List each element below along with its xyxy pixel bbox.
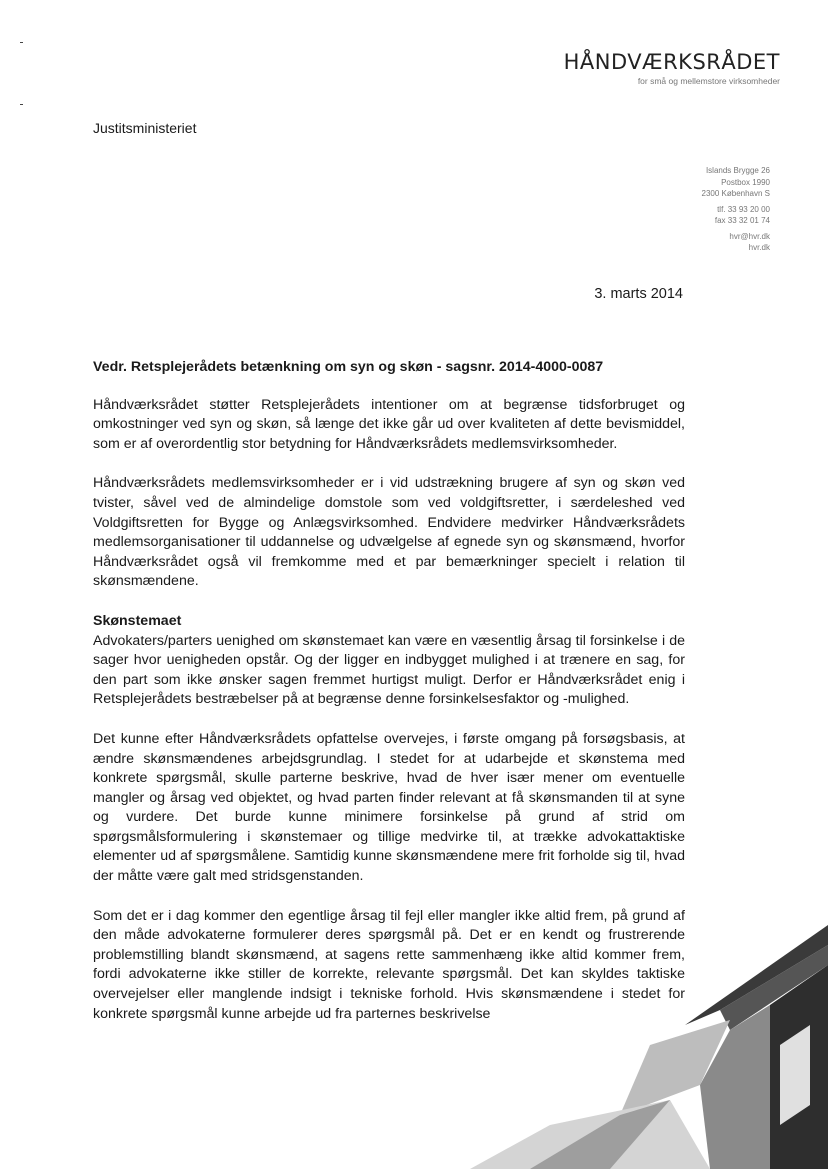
body-paragraph: Advokaters/parters uenighed om skønstemaet kan være en væsentlig årsag til forsinkelse i de sager hvor uenigheden opstår. Og der ligger en indbygget mulighed i at trænere en sag, for den part som ikke ønsker sagen fremmet hurtigst muligt. Derfor er Håndværksrådet enig i Retsplejerådets bestræbelser på at begrænse denne forsinkelsesfaktor og -mulighed. <box>93 632 685 708</box>
body-paragraph: Som det er i dag kommer den egentlige årsag til fejl eller mangler ikke altid frem, på grund af den måde advokaterne formulerer deres spørgsmål på. Det er en kendt og frustrerende problemstilling blandt skønsmænd, at sagens rette sammenhæng ikke altid kommer frem, fordi advokaterne ikke stiller de korrekte, relevante spørgsmål. Det kan skyldes taktiske overvejelser eller manglende indsigt i tekniske forhold. Hvis skønsmændene i stedet for konkrete spørgsmål kunne arbejde ud fra parternes beskrivelse <box>93 907 685 1022</box>
scan-mark <box>20 42 23 43</box>
address-line: Postbox 1990 <box>721 177 770 187</box>
sender-address <box>702 165 771 258</box>
email-line: hvr@hvr.dk <box>729 231 770 241</box>
website-line: hvr.dk <box>748 243 770 252</box>
section-heading: Skønstemaet <box>93 612 182 629</box>
address-line: 2300 København S <box>701 189 770 198</box>
org-tagline: for små og mellemstore virksomheder <box>637 76 780 86</box>
body-paragraph: Håndværksrådets medlemsvirksomheder er i vid udstrækning brugere af syn og skøn ved tvister, såvel ved de almindelige domstole som ved voldgiftsretter, i særdeleshed ved Voldgiftsretten for Bygge og Anlægsvirksomhed. Endvidere medvirker Håndværksrådets medlemsorganisationer til uddannelse og udvælgelse af egnede syn og skønsmænd, hvorfor Håndværksrådet også vil fremkomme med et par bemærkninger specielt i relation til skønsmændene. <box>93 475 685 590</box>
subject-line: Vedr. Retsplejerådets betænkning om syn og skøn - sagsnr. 2014-4000-0087 <box>93 359 604 375</box>
body-paragraph: Håndværksrådet støtter Retsplejerådets intentioner om at begrænse tidsforbruget og omkostninger ved syn og skøn, så længe det ikke går ud over kvaliteten af dette bevismiddel, som er af overordentlig stor betydning for Håndværksrådets medlemsvirksomheder. <box>93 396 685 452</box>
scan-mark <box>20 104 23 105</box>
body-paragraph: Det kunne efter Håndværksrådets opfattelse overvejes, i første omgang på forsøgsbasis, at ændre skønsmændenes arbejdsgrundlag. I stedet for at udarbejde et skønstema med konkrete spørgsmål, skulle parterne beskrive, hvad de hver især mener om eventuelle mangler og årsag ved objektet, og hvad parten finder relevant at få skønsmanden til at syne og vurdere. Det burde kunne minimere forsinkelse på grund af strid om spørgsmålsformulering i skønstemaer og tillige medvirke til, at trække advokattaktiske elementer ud af spørgsmålene. Samtidig kunne skønsmændene mere frit forholde sig til, hvad der måtte være galt med stridsgenstanden. <box>93 730 685 885</box>
decorative-ribbon-graphic <box>470 925 828 1169</box>
letter-date: 3. marts 2014 <box>594 286 683 302</box>
phone-line: tlf. 33 93 20 00 <box>717 204 770 214</box>
letterhead-logo <box>564 50 780 87</box>
recipient: Justitsministeriet <box>93 120 197 136</box>
address-line: Islands Brygge 26 <box>705 166 770 175</box>
fax-line: fax 33 32 01 74 <box>714 216 770 225</box>
org-name: HÅNDVÆRKSRÅDET <box>563 50 780 74</box>
